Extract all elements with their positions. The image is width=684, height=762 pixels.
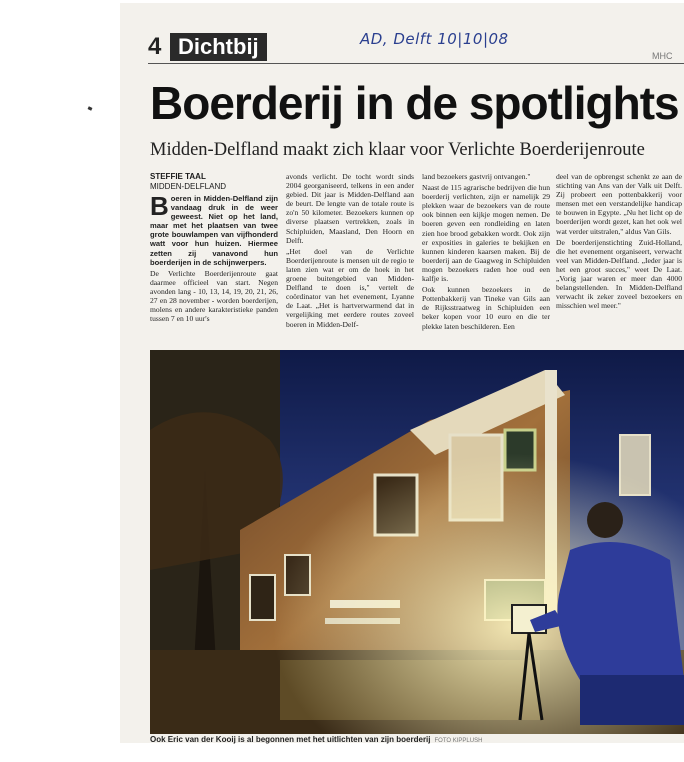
drop-cap: B (150, 191, 169, 221)
top-rule (148, 63, 684, 64)
article-column-1 (150, 191, 278, 325)
paragraph: „Het doel van de Verlichte Boerderijenroute is mensen uit de regio te laten zien wat er om de hoek in het groene buitengebied van Midden-Delfland te doen is," vertelt de coördinator van het evenement, Lyanne de Laat. „Het is hartverwarmend dat in vergelijking met eerdere routes zoveel boeren in Midden-Delf- (286, 246, 414, 329)
farmhouse-night-photo (150, 350, 684, 734)
section-header (148, 32, 267, 62)
paragraph: land bezoekers gastvrij ontvangen." (422, 172, 531, 181)
lead-paragraph: oeren in Midden-Delfland zijn vandaag druk in de weer geweest. Niet op het land, maar met het plaatsen van twee grote bouwlampen van vijfhonderd watt voor hun huizen. Hiermee zetten zij vanavond hun boerderijen in de schijnwerpers. (150, 194, 278, 267)
paragraph: De Verlichte Boerderijenroute gaat daarmee officieel van start. Negen avonden lang - 10, 13, 14, 19, 20, 21, 26, 27 en 28 november - worden boerderijen, molens en andere karakteristieke panden tussen 7 en 10 uur's (150, 268, 278, 324)
headline: Boerderij in de spotlights (150, 77, 679, 129)
article-photo (150, 350, 684, 734)
article-column-2 (286, 172, 414, 331)
dateline: MIDDEN-DELFLAND (150, 182, 227, 191)
paragraph: deel van de opbrengst schenkt ze aan de stichting van Ans van der Valk uit Delft. Zij probeert een pottenbakkerij voor mensen met een verstandelijke handicap te bouwen in Egypte. „Nu het licht op de boerderijen wordt gezet, kan het ook wel wat verder uitstralen," aldus Van Gils. (556, 172, 682, 236)
caption-text: Ook Eric van der Kooij is al begonnen met het uitlichten van zijn boerderij (150, 735, 431, 744)
paragraph: avonds verlicht. De tocht wordt sinds 2004 georganiseerd, telkens in een ander gebied. Dit jaar is Midden-Delfland aan de beurt. De lengte van de totale route is zo'n 50 kilometer. Bezoekers kunnen op diverse plaatsen vertrekken, zoals in Schipluiden, Maasland, Den Hoorn en Delft. (286, 172, 414, 245)
corner-mark: MHC (652, 51, 673, 61)
article-column-3 (422, 172, 550, 333)
article-column-4 (556, 172, 682, 312)
section-label: Dichtbij (170, 33, 267, 61)
paragraph: Ook kunnen bezoekers in de Pottenbakkerij van Tineke van Gils aan de Rijksstraatweg in Schipluiden een beker kopen voor 10 euro en die ter plekke laten beschilderen. Een (422, 285, 550, 331)
page-number: 4 (148, 33, 162, 60)
paragraph: Naast de 115 agrarische bedrijven die hun boerderij verlichten, zijn er namelijk 29 plekken waar de bezoekers van de route ook binnen een kijkje mogen nemen. De boeren geven een rondleiding en laten zien hoe brood gebakken wordt. Ook zijn er exposities in galeries te bekijken en kunnen kinderen kaarsen maken. Bij de boerderij aan de Gaagweg in Schipluiden mogen bezoekers raden hoe oud een kalfje is. (422, 183, 550, 284)
subheadline: Midden-Delfland maakt zich klaar voor Verlichte Boerderijenroute (150, 140, 645, 160)
photo-caption (150, 735, 482, 744)
paragraph: De boerderijenstichting Zuid-Holland, die het evenement organiseert, verwacht veel van Midden-Delfland. „Ieder jaar is het een groot succes," weet De Laat. „Vorig jaar waren er meer dan 4000 belangstellenden. In Midden-Delfland verwacht ik zeker zoveel bezoekers en misschien wel meer." (556, 237, 682, 311)
photo-credit: FOTO KIPPLUSH (434, 738, 483, 744)
author: STEFFIE TAAL (150, 172, 206, 181)
blank-margin (0, 0, 120, 520)
handwritten-source-note: AD, Delft 10|10|08 (360, 30, 509, 48)
byline (150, 172, 226, 192)
